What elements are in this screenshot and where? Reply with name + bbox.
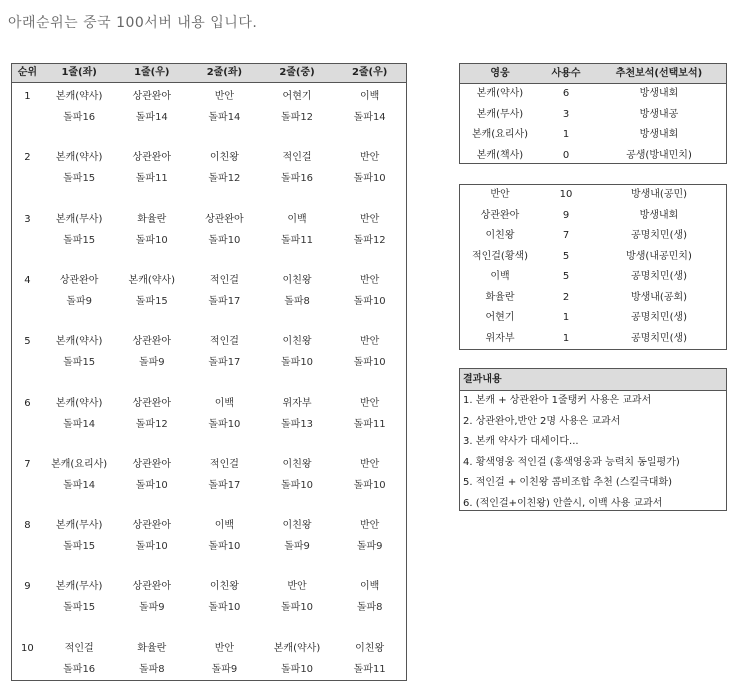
gem-recommendation: 방생내회 [639, 129, 679, 140]
breakthrough-cell: 돌파15 [63, 173, 96, 185]
hero-cell: 이친왕 [355, 642, 385, 654]
hero-cell: 본캐(약사) [55, 336, 103, 348]
breakthrough-cell: 돌파11 [135, 173, 168, 185]
breakthrough-cell: 돌파17 [208, 295, 241, 307]
rank-spacer [12, 536, 43, 557]
breakthrough-cell: 돌파15 [63, 234, 96, 246]
rank-spacer [12, 414, 43, 435]
hero-cell: 이백 [359, 91, 380, 102]
usage-count: 0 [562, 149, 570, 161]
rank-number: 5 [24, 336, 31, 348]
breakthrough-cell: 돌파14 [208, 112, 241, 123]
breakthrough-cell: 돌파12 [353, 234, 386, 246]
usage-count: 5 [562, 271, 570, 282]
breakthrough-cell: 돌파10 [208, 541, 241, 553]
table-row [12, 597, 406, 618]
hero-cell: 반안 [359, 397, 380, 409]
hero-cell: 본캐(요리사) [51, 458, 108, 470]
result-title: 결과내용 [460, 369, 726, 391]
breakthrough-cell: 돌파8 [138, 663, 165, 675]
gem-recommendation: 공명치민(생) [630, 230, 688, 241]
hero-cell: 상관완아 [132, 152, 172, 164]
hero-cell: 적인걸 [209, 458, 239, 470]
hero-row [460, 206, 726, 227]
gem-recommendation: 공명치민(생) [630, 332, 688, 344]
rank-number: 10 [21, 642, 34, 654]
gem-recommendation: 공명치민(생) [630, 271, 688, 282]
table-row [12, 659, 406, 680]
hero-row [460, 226, 726, 247]
rank-block [12, 576, 406, 618]
hero-cell: 이친왕 [282, 274, 312, 286]
breakthrough-cell: 돌파10 [353, 173, 386, 185]
hero-cell: 상관완아 [132, 581, 172, 593]
breakthrough-cell: 돌파9 [211, 663, 238, 675]
breakthrough-cell: 돌파8 [284, 295, 310, 307]
hero-cell: 본캐(약사) [273, 642, 321, 654]
breakthrough-cell: 돌파10 [281, 602, 314, 614]
rank-block [12, 393, 406, 435]
table-row [12, 168, 406, 189]
hero-cell: 이백 [214, 397, 235, 409]
breakthrough-cell: 돌파15 [135, 295, 168, 307]
breakthrough-cell: 돌파10 [135, 479, 168, 491]
hero-cell: 이친왕 [282, 336, 312, 348]
hero-cell: 이친왕 [282, 520, 312, 532]
rank-number: 2 [24, 152, 31, 164]
breakthrough-cell: 돌파15 [63, 541, 96, 553]
usage-count: 5 [562, 250, 570, 262]
gem-recommendation: 방생내(공회) [630, 291, 688, 303]
hero-row [460, 288, 726, 309]
result-item: 4. 황색영웅 적인걸 (홍색영웅과 능력치 동일평가) [463, 456, 680, 468]
table-row [12, 331, 406, 352]
rank-spacer [12, 659, 43, 680]
rank-number: 6 [24, 397, 31, 409]
breakthrough-cell: 돌파10 [281, 663, 314, 675]
usage-count: 2 [562, 291, 570, 303]
hero-cell: 이친왕 [282, 458, 312, 470]
main-character-row [460, 105, 726, 126]
hero-name: 반안 [490, 189, 510, 200]
breakthrough-cell: 돌파9 [66, 295, 92, 307]
usage-count: 9 [562, 209, 570, 221]
rank-spacer [12, 230, 43, 251]
hero-cell: 반안 [359, 274, 380, 286]
header-col: 1줄(우) [134, 67, 170, 78]
usage-count: 3 [562, 108, 570, 120]
header-col: 2줄(좌) [206, 67, 243, 78]
hero-cell: 이백 [214, 520, 235, 532]
hero-cell: 본캐(약사) [128, 274, 175, 286]
rank-block [12, 270, 406, 312]
hero-usage-table [459, 184, 727, 350]
rank-block [12, 147, 406, 189]
result-item: 3. 본캐 약사가 대세이다... [463, 436, 579, 447]
breakthrough-cell: 돌파8 [356, 602, 383, 614]
rank-block [12, 454, 406, 496]
breakthrough-cell: 돌파15 [63, 357, 96, 369]
breakthrough-cell: 돌파16 [63, 663, 96, 675]
hero-cell: 상관완아 [132, 520, 172, 532]
breakthrough-cell: 돌파10 [135, 234, 168, 246]
header-col: 2줄(우) [351, 67, 388, 78]
hero-cell: 반안 [214, 91, 235, 102]
table-row [12, 352, 406, 373]
rank-block [12, 638, 406, 680]
table-row [12, 209, 406, 230]
hero-cell: 화율란 [137, 213, 167, 225]
hero-name: 이백 [490, 271, 510, 282]
hero-cell: 반안 [359, 458, 380, 470]
breakthrough-cell: 돌파12 [208, 173, 241, 185]
hero-cell: 반안 [359, 520, 380, 532]
breakthrough-cell: 돌파10 [135, 541, 168, 553]
hero-name: 본캐(책사) [476, 149, 524, 161]
hero-cell: 본캐(무사) [55, 581, 103, 593]
rank-spacer [12, 475, 43, 496]
hero-name: 화율란 [485, 291, 515, 303]
breakthrough-cell: 돌파14 [63, 418, 96, 430]
gem-recommendation: 방생내공 [639, 108, 679, 120]
rank-block [12, 86, 406, 128]
table-row [12, 86, 406, 107]
hero-cell: 상관완아 [132, 91, 172, 102]
rank-number: 8 [24, 520, 31, 532]
hero-cell: 상관완아 [59, 274, 99, 286]
hero-cell: 적인걸 [64, 642, 94, 654]
main-character-row [460, 84, 726, 105]
hero-name: 본캐(약사) [476, 88, 524, 99]
hero-cell: 위자부 [282, 397, 312, 409]
breakthrough-cell: 돌파11 [353, 663, 386, 675]
breakthrough-cell: 돌파10 [353, 357, 386, 369]
hero-cell: 화율란 [137, 642, 167, 654]
hero-row [460, 247, 726, 268]
hero-name: 상관완아 [480, 209, 520, 221]
breakthrough-cell: 돌파12 [135, 418, 168, 430]
hero-cell: 상관완아 [132, 458, 172, 470]
hero-cell: 이백 [359, 581, 380, 593]
header-rank: 순위 [17, 67, 38, 78]
hero-cell: 반안 [359, 213, 380, 225]
table-row [12, 454, 406, 475]
hero-cell: 본캐(약사) [55, 397, 103, 409]
usage-count: 7 [562, 230, 570, 241]
usage-count: 10 [559, 189, 573, 200]
breakthrough-cell: 돌파10 [281, 479, 314, 491]
main-character-table [459, 63, 727, 164]
hero-name: 적인걸(황색) [471, 250, 529, 262]
rank-spacer [12, 352, 43, 373]
table-row [12, 230, 406, 251]
hero-name: 이친왕 [485, 230, 515, 241]
hero-cell: 적인걸 [209, 336, 239, 348]
header-col: 1줄(좌) [61, 67, 97, 78]
header-usage: 사용수 [551, 68, 581, 79]
table-row [12, 147, 406, 168]
header-hero: 영웅 [490, 68, 510, 79]
table-row [12, 414, 406, 435]
rank-number: 4 [24, 274, 31, 286]
gem-recommendation: 공명치민(생) [630, 312, 688, 323]
usage-count: 1 [562, 332, 570, 344]
table-row [12, 515, 406, 536]
breakthrough-cell: 돌파9 [356, 541, 383, 553]
hero-name: 본캐(요리사) [471, 129, 529, 140]
table-row [12, 475, 406, 496]
breakthrough-cell: 돌파10 [208, 602, 241, 614]
gem-recommendation: 공생(방내민치) [626, 149, 692, 161]
breakthrough-cell: 돌파10 [208, 234, 241, 246]
hero-cell: 반안 [359, 152, 380, 164]
hero-cell: 본캐(무사) [55, 520, 103, 532]
hero-cell: 본캐(무사) [55, 213, 103, 225]
result-item: 2. 상관완아,반안 2명 사용은 교과서 [463, 415, 621, 427]
gem-recommendation: 방생(내공민치) [626, 250, 692, 262]
breakthrough-cell: 돌파10 [208, 418, 241, 430]
result-item: 5. 적인걸 + 이친왕 콤비조합 추천 (스킬극대화) [463, 477, 673, 488]
usage-count: 6 [562, 88, 570, 99]
hero-row [460, 329, 726, 350]
hero-cell: 상관완아 [132, 336, 172, 348]
gem-recommendation: 방생내회 [639, 88, 679, 99]
main-character-table-header [460, 64, 726, 84]
hero-name: 위자부 [485, 332, 515, 344]
hero-cell: 상관완아 [205, 213, 244, 225]
breakthrough-cell: 돌파14 [63, 479, 96, 491]
rank-number: 1 [24, 91, 31, 102]
hero-cell: 이백 [287, 213, 307, 225]
rank-spacer [12, 107, 43, 128]
hero-cell: 반안 [214, 642, 235, 654]
rank-number: 3 [24, 213, 31, 225]
breakthrough-cell: 돌파16 [281, 173, 314, 185]
rank-block [12, 209, 406, 251]
hero-cell: 어현기 [282, 91, 312, 102]
hero-name: 어현기 [485, 312, 515, 323]
breakthrough-cell: 돌파11 [281, 234, 314, 246]
breakthrough-cell: 돌파9 [138, 602, 165, 614]
hero-name: 본캐(무사) [476, 108, 524, 120]
breakthrough-cell: 돌파10 [281, 357, 314, 369]
breakthrough-cell: 돌파17 [208, 357, 241, 369]
breakthrough-cell: 돌파9 [138, 357, 165, 369]
breakthrough-cell: 돌파14 [353, 112, 386, 123]
gem-recommendation: 방생내회 [639, 209, 679, 221]
hero-row [460, 308, 726, 329]
breakthrough-cell: 돌파13 [281, 418, 314, 430]
hero-cell: 상관완아 [132, 397, 172, 409]
table-row [12, 107, 406, 128]
ranking-table-header [12, 64, 406, 83]
usage-count: 1 [562, 129, 570, 140]
breakthrough-cell: 돌파10 [353, 295, 386, 307]
table-row [12, 576, 406, 597]
table-row [12, 270, 406, 291]
main-character-row [460, 125, 726, 146]
rank-spacer [12, 291, 43, 312]
hero-row [460, 267, 726, 288]
table-row [12, 536, 406, 557]
table-row [12, 393, 406, 414]
rank-block [12, 331, 406, 373]
hero-cell: 본캐(약사) [55, 91, 103, 102]
main-character-row [460, 146, 726, 167]
usage-count: 1 [562, 312, 570, 323]
breakthrough-cell: 돌파14 [135, 112, 168, 123]
breakthrough-cell: 돌파9 [284, 541, 310, 553]
hero-cell: 적인걸 [282, 152, 312, 164]
breakthrough-cell: 돌파11 [353, 418, 386, 430]
hero-cell: 본캐(약사) [55, 152, 103, 164]
result-item: 1. 본캐 + 상관완아 1줄탱커 사용은 교과서 [463, 395, 652, 406]
rank-block [12, 515, 406, 557]
hero-row [460, 185, 726, 206]
hero-cell: 이친왕 [209, 581, 239, 593]
result-box [459, 368, 727, 511]
gem-recommendation: 방생내(공민) [630, 189, 688, 200]
breakthrough-cell: 돌파12 [281, 112, 314, 123]
breakthrough-cell: 돌파17 [208, 479, 241, 491]
breakthrough-cell: 돌파10 [353, 479, 386, 491]
rank-number: 9 [24, 581, 31, 593]
hero-cell: 적인걸 [209, 274, 239, 286]
rank-number: 7 [24, 458, 31, 470]
header-col: 2줄(중) [279, 67, 315, 78]
rank-spacer [12, 597, 43, 618]
table-row [12, 638, 406, 659]
hero-cell: 반안 [359, 336, 380, 348]
hero-cell: 이친왕 [209, 152, 239, 164]
intro-text: 아래순위는 중국 100서버 내용 입니다. [8, 15, 258, 31]
rank-spacer [12, 168, 43, 189]
hero-cell: 반안 [287, 581, 307, 593]
breakthrough-cell: 돌파16 [63, 112, 96, 123]
result-item: 6. (적인걸+이친왕) 안쓸시, 이백 사용 교과서 [463, 497, 663, 509]
header-gem: 추천보석(선택보석) [615, 68, 703, 79]
breakthrough-cell: 돌파15 [63, 602, 96, 614]
ranking-table [11, 63, 407, 681]
table-row [12, 291, 406, 312]
